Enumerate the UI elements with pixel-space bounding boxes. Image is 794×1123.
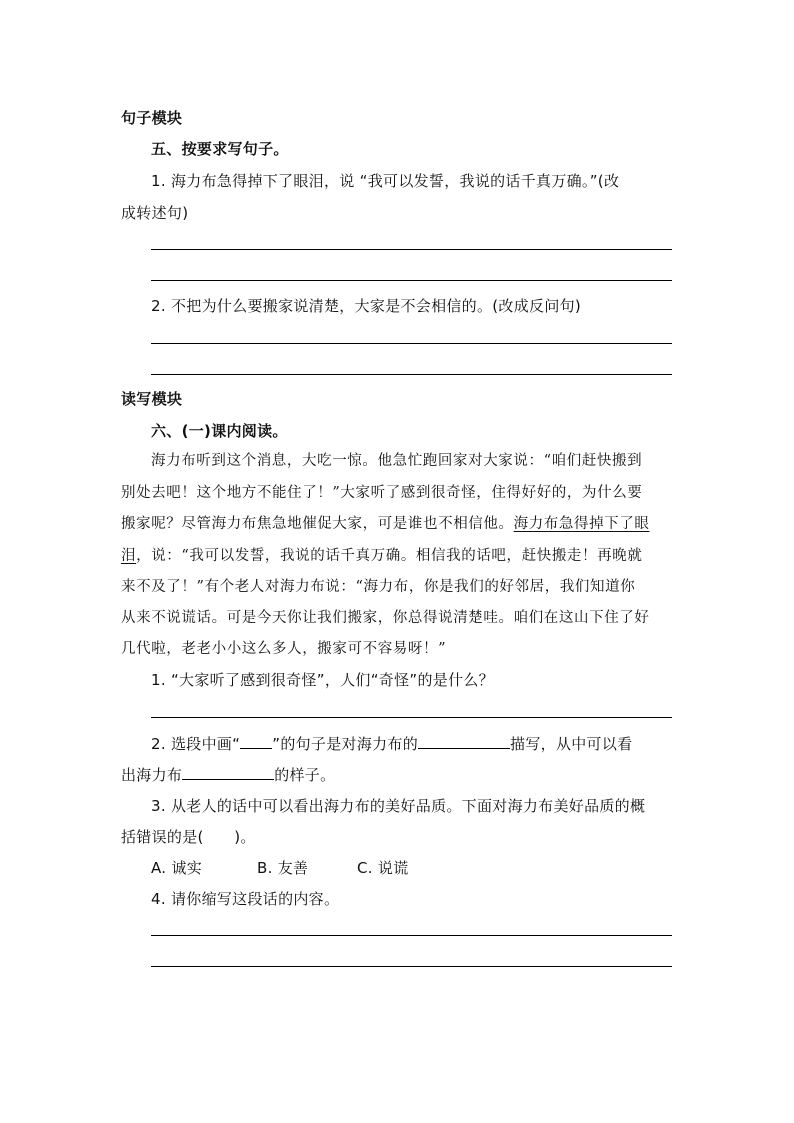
passage-line: 从来不说谎话。可是今天你让我们搬家，你总得说清楚哇。咱们在这山下住了好 bbox=[121, 610, 650, 626]
option-b[interactable]: B. 友善 bbox=[257, 859, 309, 877]
answer-line[interactable] bbox=[151, 935, 672, 936]
passage-line: 几代啦，老老小小这么多人，搬家可不容易呀！” bbox=[121, 641, 447, 657]
answer-line[interactable] bbox=[151, 717, 672, 718]
q6-2-text: 出海力布 bbox=[121, 766, 183, 784]
question-6-heading: 六、(一)课内阅读。 bbox=[151, 422, 288, 440]
option-c[interactable]: C. 说谎 bbox=[357, 859, 409, 877]
q6-2-text: 2. 选段中画“ bbox=[151, 735, 241, 753]
passage-line bbox=[121, 514, 650, 534]
q6-2-prompt-line2 bbox=[121, 764, 335, 785]
passage-line: 来不及了！”有个老人对海力布说：“海力布，你是我们的好邻居，我们知道你 bbox=[121, 579, 636, 595]
fill-blank[interactable] bbox=[418, 733, 510, 749]
q6-2-text: 描写，从中可以看 bbox=[510, 735, 633, 753]
passage-text: ，说：“我可以发誓，我说的话千真万确。相信我的话吧，赶快搬走！再晚就 bbox=[136, 548, 643, 564]
answer-line[interactable] bbox=[151, 343, 672, 344]
q6-4-prompt: 4. 请你缩写这段话的内容。 bbox=[151, 890, 340, 908]
q6-2-text: ”的句子是对海力布的 bbox=[272, 735, 419, 753]
passage-text: 搬家呢？尽管海力布焦急地催促大家，可是谁也不相信他。 bbox=[121, 516, 514, 532]
q5-1-prompt-line1: 1. 海力布急得掉下了眼泪，说 “我可以发誓，我说的话千真万确。”(改 bbox=[151, 172, 620, 190]
answer-line[interactable] bbox=[151, 374, 672, 375]
section-title-sentences: 句子模块 bbox=[121, 109, 183, 127]
underlined-sentence: 海力布急得掉下了眼 bbox=[513, 516, 650, 532]
q6-3-prompt-line1: 3. 从老人的话中可以看出海力布的美好品质。下面对海力布美好品质的概 bbox=[151, 797, 646, 815]
question-5-heading: 五、按要求写句子。 bbox=[151, 140, 289, 158]
passage-line: 海力布听到这个消息，大吃一惊。他急忙跑回家对大家说：“咱们赶快搬到 bbox=[151, 453, 643, 469]
fill-blank[interactable] bbox=[182, 764, 274, 780]
option-a[interactable]: A. 诚实 bbox=[151, 859, 203, 877]
passage-line: 别处去吧！这个地方不能住了！”大家听了感到很奇怪，住得好好的，为什么要 bbox=[121, 485, 643, 501]
q6-2-text: 的样子。 bbox=[274, 766, 336, 784]
underlined-sentence: 泪 bbox=[121, 548, 137, 564]
q5-1-prompt-line2: 成转述句) bbox=[121, 204, 189, 222]
answer-line[interactable] bbox=[151, 249, 672, 250]
passage-line bbox=[121, 546, 642, 566]
q6-2-prompt-line1 bbox=[151, 733, 632, 754]
q5-2-prompt: 2. 不把为什么要搬家说清楚，大家是不会相信的。(改成反问句) bbox=[151, 297, 582, 315]
answer-line[interactable] bbox=[151, 280, 672, 281]
q6-1-prompt: 1. “大家听了感到很奇怪”，人们“奇怪”的是什么？ bbox=[151, 671, 494, 689]
section-title-reading-writing: 读写模块 bbox=[121, 390, 183, 408]
answer-line[interactable] bbox=[151, 966, 672, 967]
underline-sample bbox=[240, 733, 272, 749]
q6-3-prompt-line2: 括错误的是( )。 bbox=[121, 828, 256, 846]
